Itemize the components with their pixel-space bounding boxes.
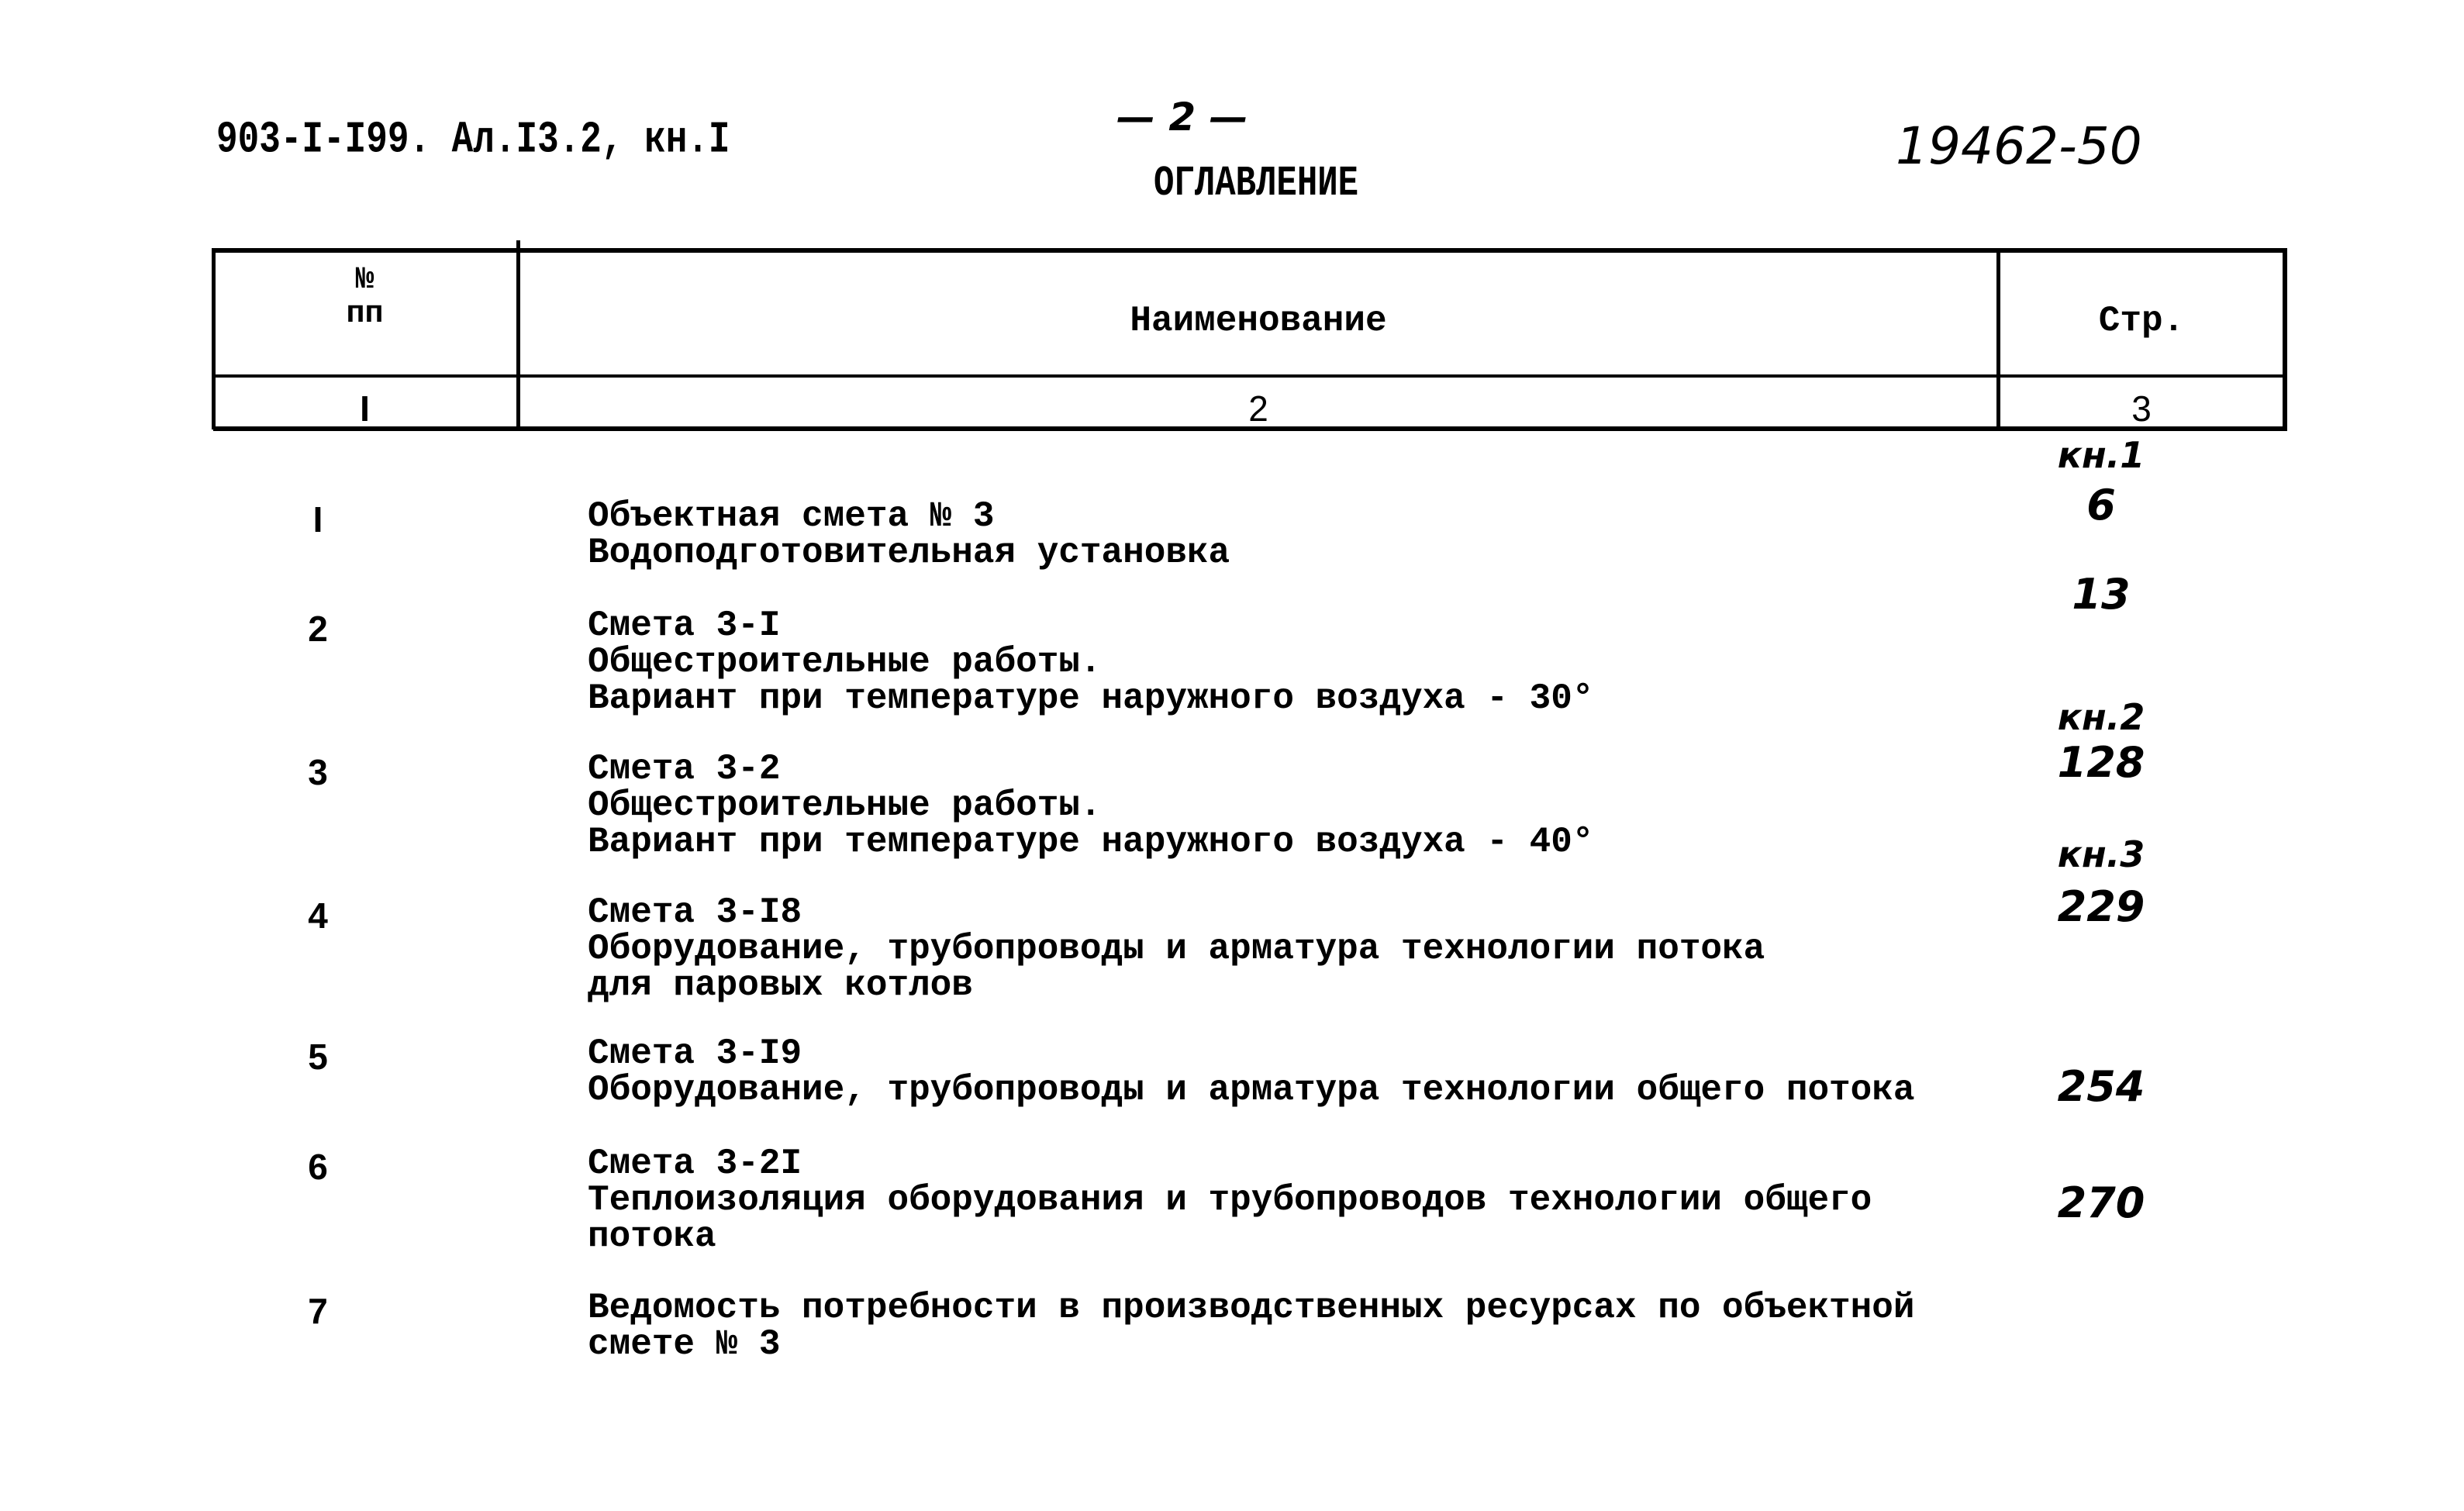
- page-title: ОГЛАВЛЕНИЕ: [1154, 160, 1359, 209]
- book-label: кн.3: [2057, 833, 2145, 875]
- row-title: [588, 751, 1593, 861]
- page-reference: 229: [2057, 882, 2145, 931]
- row-title: [588, 1290, 1914, 1363]
- row-title-line: Вариант при температуре наружного воздуха - 40°: [588, 822, 1594, 862]
- row-title: [588, 892, 1765, 1006]
- book-label: кн.2: [2057, 696, 2145, 738]
- header-label: пп: [346, 297, 384, 332]
- row-title-line: Ведомость потребности в производственных ресурсах по объектной: [588, 1288, 1915, 1328]
- row-number: 3: [308, 752, 328, 792]
- row-title-line: Смета 3-I9: [588, 1033, 802, 1074]
- header-divider: [213, 374, 2287, 378]
- row-title: [588, 1146, 1872, 1255]
- column-index: 2: [1248, 388, 1268, 429]
- row-title-line: Оборудование, трубопроводы и арматура технологии потока: [588, 929, 1765, 969]
- book-label: кн.1: [2057, 434, 2145, 476]
- row-number: 5: [308, 1037, 328, 1077]
- column-header-page: Стр.: [2098, 301, 2185, 341]
- column-index: I: [360, 388, 370, 429]
- row-number: 7: [308, 1291, 328, 1331]
- row-number: 4: [308, 895, 328, 936]
- row-title-line: Смета 3-I: [588, 605, 781, 646]
- row-title-line: потока: [588, 1216, 716, 1257]
- row-title: [588, 498, 1230, 571]
- column-header-name: Наименование: [1130, 301, 1387, 341]
- header-label: №: [355, 263, 374, 298]
- table-top-border: [213, 248, 2287, 253]
- row-title-line: Объектная смета № 3: [588, 496, 995, 536]
- page-reference: 270: [2057, 1178, 2145, 1227]
- page-reference: 6: [2086, 481, 2116, 530]
- row-number: I: [312, 499, 323, 540]
- row-title-line: Теплоизоляция оборудования и трубопроводов технологии общего: [588, 1180, 1872, 1220]
- row-title-line: Смета 3-2: [588, 749, 781, 789]
- row-title-line: Общестроительные работы.: [588, 642, 1102, 682]
- row-title-line: Вариант при температуре наружного воздуха - 30°: [588, 678, 1594, 719]
- column-header-number: [213, 264, 516, 332]
- row-number: 2: [308, 609, 328, 649]
- row-title-line: Смета 3-I8: [588, 892, 802, 933]
- page-reference: 13: [2072, 570, 2131, 619]
- row-number: 6: [308, 1147, 328, 1187]
- row-title-line: Смета 3-2I: [588, 1144, 802, 1184]
- page-reference: 128: [2057, 738, 2145, 787]
- page-number: — 2 —: [1116, 95, 1248, 140]
- row-title-line: для паровых котлов: [588, 965, 973, 1006]
- document-code: 903-I-I99. Ал.I3.2, кн.I: [216, 115, 730, 165]
- column-index: 3: [2131, 388, 2152, 429]
- inventory-number: 19462-50: [1896, 116, 2142, 176]
- row-title-line: Водоподготовительная установка: [588, 533, 1230, 573]
- page-reference: 254: [2057, 1062, 2145, 1111]
- table-right-border: [2283, 248, 2287, 429]
- row-title: [588, 1033, 1915, 1110]
- row-title-line: Общестроительные работы.: [588, 785, 1102, 826]
- row-title-line: смете № 3: [588, 1324, 781, 1364]
- row-title: [588, 605, 1594, 719]
- row-title-line: Оборудование, трубопроводы и арматура технологии общего потока: [588, 1070, 1915, 1110]
